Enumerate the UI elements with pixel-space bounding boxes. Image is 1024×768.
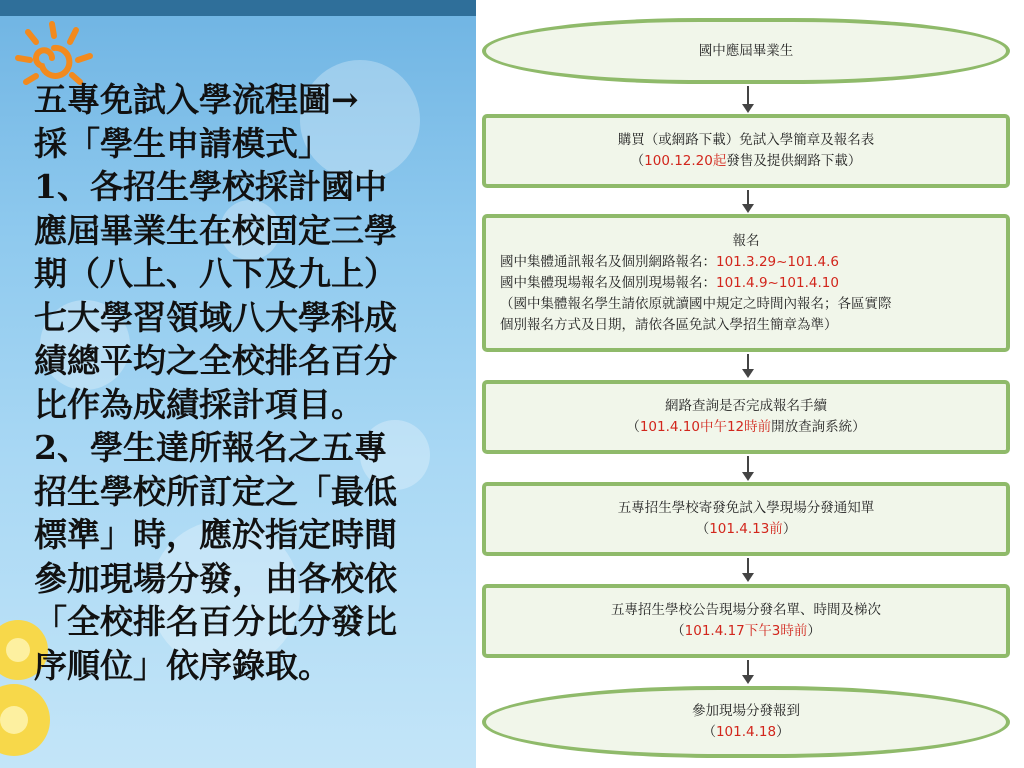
description-line: 參加現場分發，由各校依	[34, 558, 397, 598]
top-band	[0, 0, 476, 16]
flow-arrow	[741, 354, 755, 378]
description-line: 2、學生達所報名之五專	[34, 428, 387, 467]
date-highlight: 100.12.20起	[644, 153, 727, 169]
description-line: 七大學習領域八大學科成	[34, 297, 397, 337]
step-text: 五專招生學校寄發免試入學現場分發通知單	[617, 500, 875, 516]
flow-step-purchase	[482, 114, 1010, 188]
flow-step-notice	[482, 482, 1010, 556]
flow-step-registration	[482, 214, 1010, 352]
date-highlight: 101.4.10中午12時前	[639, 419, 772, 435]
date-highlight: 101.4.13前	[709, 521, 783, 537]
flow-arrow	[741, 558, 755, 582]
description-line: 績總平均之全校排名百分	[34, 341, 397, 380]
description-line: 標準」時，應於指定時間	[34, 515, 397, 554]
process-description	[34, 78, 474, 687]
step-date-line	[671, 621, 821, 642]
description-line: 1、各招生學校採計國中	[34, 167, 387, 206]
step-note: 個別報名方式及日期，請依各區免試入學招生簡章為準）	[500, 316, 838, 333]
flow-step-report	[482, 686, 1010, 758]
date-highlight: 101.4.9~101.4.10	[716, 274, 839, 291]
step-text: 購買（或網路下載）免試入學簡章及報名表	[617, 132, 875, 148]
step-text: 國中集體通訊報名及個別網路報名：	[500, 253, 716, 270]
step-text: 五專招生學校公告現場分發名單、時間及梯次	[611, 602, 881, 618]
step-date-line	[631, 151, 862, 172]
step-date-line	[626, 417, 865, 438]
description-line: 採「學生申請模式」	[34, 123, 331, 163]
paren-open: （	[630, 153, 645, 169]
step-date-line	[486, 273, 839, 294]
step-text: 發售及提供網路下載）	[726, 153, 862, 169]
step-text: 國中應屆畢業生	[698, 42, 794, 59]
flow-arrow	[741, 86, 755, 113]
description-line: 比作為成績採計項目。	[34, 384, 364, 424]
flow-step-announcement	[482, 584, 1010, 658]
paren-open: （	[695, 521, 710, 537]
description-line: 「全校排名百分比分發比	[34, 602, 397, 641]
step-text: 網路查詢是否完成報名手續	[665, 398, 827, 414]
flowchart	[478, 0, 1024, 768]
flow-step-graduate	[482, 18, 1010, 84]
step-text: 開放查詢系統）	[771, 419, 866, 435]
description-line: 應屆畢業生在校固定三學	[34, 210, 397, 250]
step-date-line	[702, 722, 789, 743]
step-text: 國中集體現場報名及個別現場報名：	[500, 274, 716, 291]
left-text-panel	[0, 0, 476, 768]
flow-arrow	[741, 190, 755, 213]
description-line: 序順位」依序錄取。	[34, 645, 331, 685]
paren-close: ）	[807, 623, 821, 639]
date-highlight: 101.3.29~101.4.6	[716, 253, 839, 270]
step-title: 報名	[732, 232, 760, 249]
description-line: 期（八上、八下及九上）	[34, 254, 397, 293]
paren-close: ）	[776, 724, 790, 740]
step-date-line	[696, 519, 797, 540]
flow-arrow	[741, 660, 755, 684]
flow-step-online-check	[482, 380, 1010, 454]
date-highlight: 101.4.17下午3時前	[684, 623, 808, 639]
step-date-line	[486, 252, 839, 273]
paren-open: （	[702, 724, 716, 740]
step-note: （國中集體報名學生請依原就讀國中規定之時間內報名；各區實際	[500, 295, 892, 312]
step-text: 參加現場分發報到	[692, 703, 800, 719]
date-highlight: 101.4.18	[715, 724, 777, 740]
flow-arrow	[741, 456, 755, 481]
paren-close: ）	[782, 521, 797, 537]
paren-open: （	[626, 419, 640, 435]
description-line: 招生學校所訂定之「最低	[34, 471, 397, 511]
description-line: 五專免試入學流程圖→	[34, 80, 359, 119]
paren-open: （	[671, 623, 685, 639]
